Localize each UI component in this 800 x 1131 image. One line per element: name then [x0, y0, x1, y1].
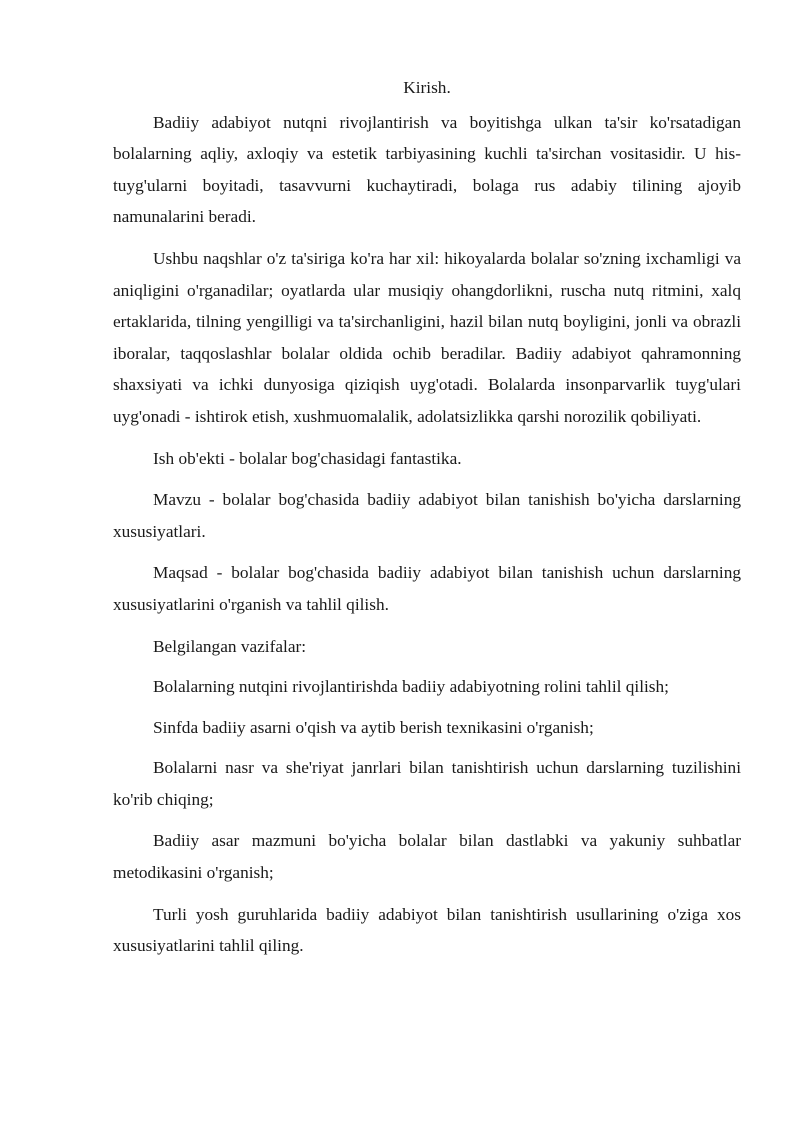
paragraph-topic: Mavzu - bolalar bog'chasida badiiy adabiyot bilan tanishish bo'yicha darslarning xususiyatlari. — [113, 490, 741, 541]
document-title: Kirish. — [403, 78, 451, 97]
task-item: Turli yosh guruhlarida badiiy adabiyot bilan tanishtirish usullarining o'ziga xos xususiyatlarini tahlil qiling. — [113, 904, 741, 956]
paragraph-goal: Maqsad - bolalar bog'chasida badiiy adabiyot bilan tanishish uchun darslarning xususiyatlarini o'rganish va tahlil qilish. — [113, 563, 741, 614]
paragraph-object: Ish ob'ekti - bolalar bog'chasidagi fantastika. — [153, 448, 462, 468]
task-item: Bolalarni nasr va she'riyat janrlari bilan tanishtirish uchun darslarning tuzilishini ko'rib chiqing; — [113, 758, 741, 809]
document-page — [113, 72, 741, 972]
task-item: Badiiy asar mazmuni bo'yicha bolalar bilan dastlabki va yakuniy suhbatlar metodikasini o'rganish; — [113, 831, 741, 883]
paragraph-tasks-heading: Belgilangan vazifalar: — [153, 636, 307, 656]
task-item: Bolalarning nutqini rivojlantirishda badiiy adabiyotning rolini tahlil qilish; — [153, 677, 669, 697]
paragraph-intro: Badiiy adabiyot nutqni rivojlantirish va boyitishga ulkan ta'sir ko'rsatadigan bolalarning aqliy, axloqiy va estetik tarbiyasining kuchli ta'sirchan vositasidir. U his-tuyg'ularni boyitadi, tasavvurni kuchaytiradi, bolaga rus adabiy tilining ajoyib namunalarini beradi. — [113, 112, 741, 227]
task-item: Sinfda badiiy asarni o'qish va aytib berish texnikasini o'rganish; — [153, 717, 594, 737]
paragraph-patterns: Ushbu naqshlar o'z ta'siriga ko'ra har xil: hikoyalarda bolalar so'zning ixchamligi va aniqligini o'rganadilar; oyatlarda ular musiqiy ohangdorlikni, ruscha nutq ritmini, xalq ertaklarida, tilning yengilligi va ta'sirchanligini, hazil bilan nutq boyligini, jonli va obrazli iboralar, taqqoslashlar bolalar oldida ochib beradilar. Badiiy adabiyot qahramonning shaxsiyati va ichki dunyosiga qiziqish uyg'otadi. Bolalarda insonparvarlik tuyg'ulari uyg'onadi - ishtirok etish, xushmuomalalik, adolatsizlikka qarshi norozilik qobiliyati. — [113, 248, 741, 426]
